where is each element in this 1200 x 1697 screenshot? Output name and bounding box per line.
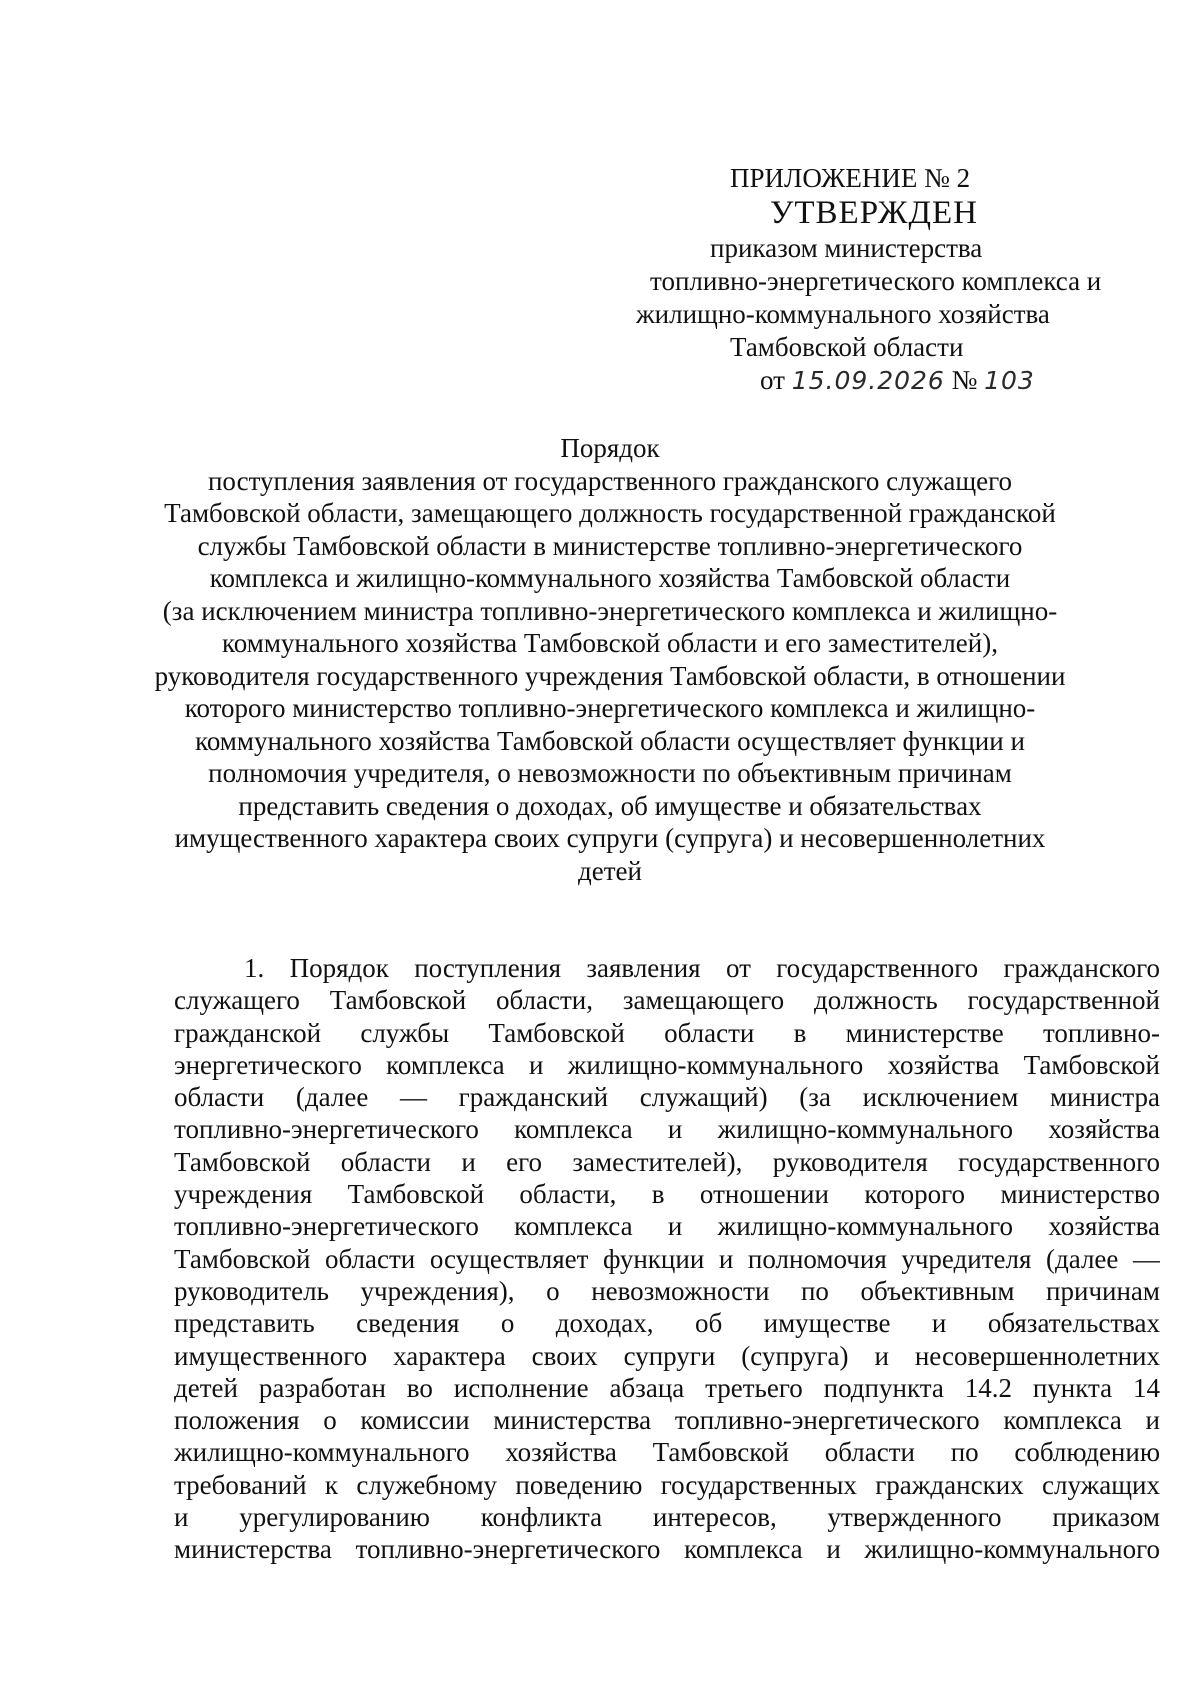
body-line: требований к служебному поведению государственных гражданских служащих	[174, 1469, 1160, 1500]
body-line: жилищно-коммунального хозяйства Тамбовской области по соблюдению	[174, 1437, 1160, 1468]
title-line: службы Тамбовской области в министерстве топливно-энергетического	[197, 530, 1023, 561]
title-line: комплекса и жилищно-коммунального хозяйства Тамбовской области	[209, 563, 1011, 593]
title-line: (за исключением министра топливно-энергетического комплекса и жилищно-	[162, 595, 1058, 626]
body-line: учреждения Тамбовской области, в отношении которого министерство	[174, 1179, 1160, 1210]
title-line: имущественного характера своих супруги (супруга) и несовершеннолетних	[174, 823, 1046, 853]
title-line: коммунального хозяйства Тамбовской области и его заместителей),	[222, 628, 998, 658]
body-line: детей разработан во исполнение абзаца третьего подпункта 14.2 пункта 14	[174, 1372, 1160, 1403]
title-line: полномочия учредителя, о невозможности по объективным причинам	[208, 758, 1012, 788]
number-sign: №	[951, 365, 978, 395]
body-line: гражданской службы Тамбовской области в министерстве топливно-	[174, 1017, 1160, 1048]
ministry-line-2: жилищно-коммунального хозяйства	[636, 299, 1050, 329]
title-line: коммунального хозяйства Тамбовской области осуществляет функции и	[195, 725, 1025, 756]
date-prefix: от	[760, 365, 785, 395]
body-line: имущественного характера своих супруги (супруга) и несовершеннолетних	[174, 1340, 1160, 1371]
title-line: Тамбовской области, замещающего должность государственной гражданской	[164, 498, 1056, 528]
paragraph-1	[174, 952, 1160, 1566]
approved-stamp-text: УТВЕРЖДЕН	[770, 195, 978, 231]
handwritten-number: 103	[984, 366, 1035, 395]
handwritten-date: 15.09.2026	[791, 366, 945, 395]
appendix-number: ПРИЛОЖЕНИЕ № 2	[730, 163, 971, 193]
body-line: области (далее — гражданский служащий) (за исключением министра	[174, 1082, 1160, 1113]
title-line: детей	[578, 855, 642, 886]
title-line: руководителя государственного учреждения Тамбовской области, в отношении	[154, 660, 1066, 691]
title-line: поступления заявления от государственного гражданского служащего	[207, 465, 1012, 496]
title-heading: Порядок	[560, 433, 660, 463]
body-line: министерства топливно-энергетического комплекса и жилищно-коммунального	[174, 1534, 1160, 1565]
body-line: 1. Порядок поступления заявления от государственного гражданского	[244, 953, 1160, 983]
body-line: и урегулированию конфликта интересов, утвержденного приказом	[174, 1502, 1160, 1533]
document-title	[150, 432, 1070, 887]
body-line: Тамбовской области и его заместителей), руководителя государственного	[174, 1146, 1160, 1177]
body-line: топливно-энергетического комплекса и жилищно-коммунального хозяйства	[174, 1114, 1160, 1145]
body-line: положения о комиссии министерства топливно-энергетического комплекса и	[174, 1405, 1160, 1436]
body-line: топливно-энергетического комплекса и жилищно-коммунального хозяйства	[174, 1211, 1160, 1242]
title-line: которого министерство топливно-энергетического комплекса и жилищно-	[184, 693, 1036, 723]
body-line: энергетического комплекса и жилищно-коммунального хозяйства Тамбовской	[174, 1049, 1160, 1080]
body-line: Тамбовской области осуществляет функции и полномочия учредителя (далее —	[174, 1243, 1160, 1274]
order-by-line: приказом министерства	[710, 233, 983, 263]
ministry-line-1: топливно-энергетического комплекса и	[650, 266, 1102, 296]
body-line: руководитель учреждения), о невозможности по объективным причинам	[174, 1275, 1160, 1306]
title-line: представить сведения о доходах, об имуществе и обязательствах	[238, 790, 982, 821]
approval-block	[600, 162, 1140, 397]
body-line: представить сведения о доходах, об имуществе и обязательствах	[174, 1308, 1160, 1339]
region-line: Тамбовской области	[730, 332, 964, 362]
body-line: служащего Тамбовской области, замещающего должность государственной	[174, 985, 1160, 1016]
order-date-line	[760, 364, 1140, 397]
